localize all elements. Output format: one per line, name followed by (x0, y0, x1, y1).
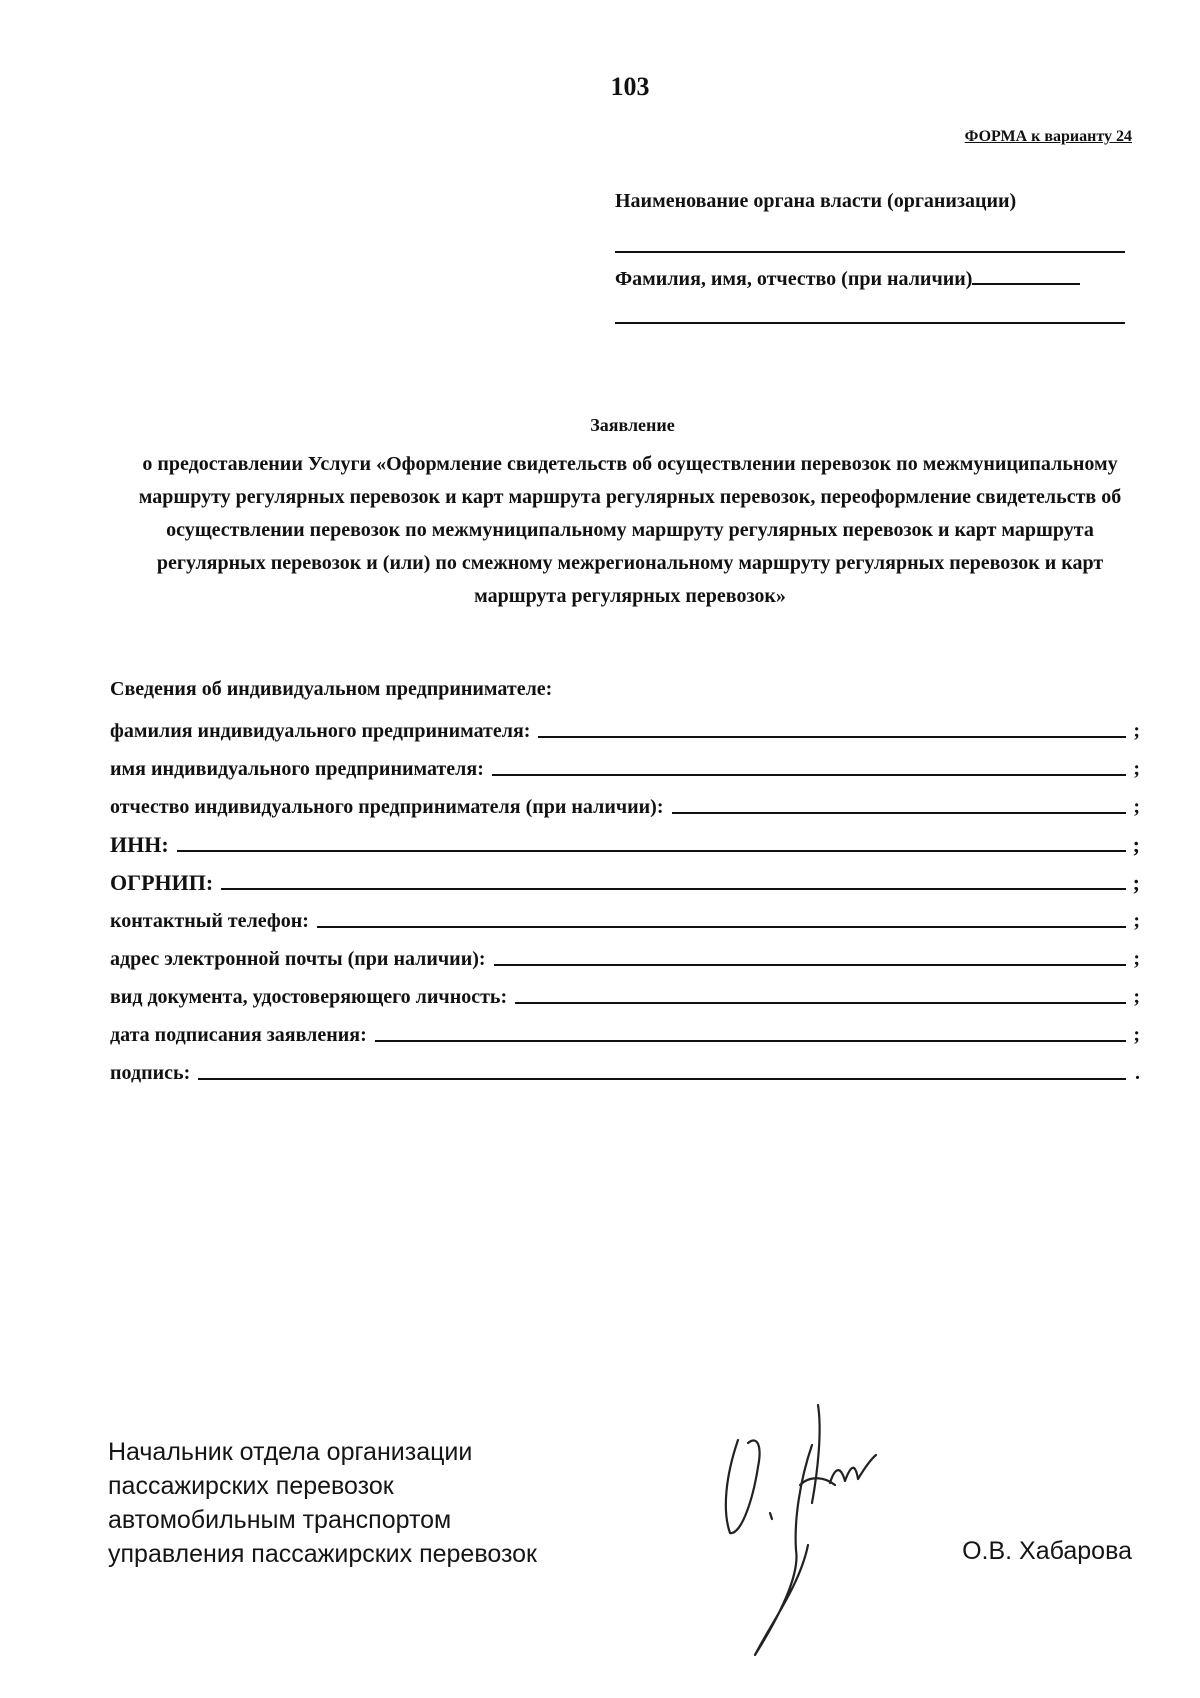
email-label: адрес электронной почты (при наличии): (110, 948, 486, 970)
inn-field[interactable] (177, 850, 1126, 852)
phone-label: контактный телефон: (110, 910, 309, 932)
first-name-field[interactable] (492, 774, 1126, 776)
first-name-row (110, 746, 1140, 784)
inn-row (110, 822, 1140, 860)
ogrnip-field[interactable] (221, 888, 1126, 890)
signing-date-field[interactable] (375, 1040, 1126, 1042)
ogrnip-label: ОГРНИП: (110, 870, 214, 895)
signing-date-row (110, 1012, 1140, 1050)
statement-title: Заявление (590, 415, 675, 435)
surname-label: фамилия индивидуального предпринимателя: (110, 720, 531, 742)
patronymic-field[interactable] (672, 812, 1127, 814)
id-document-field[interactable] (515, 1002, 1126, 1004)
signature-row (110, 1050, 1140, 1088)
surname-end: ; (1133, 720, 1140, 742)
page-number: 103 (610, 72, 650, 101)
patronymic-end: ; (1133, 796, 1140, 818)
signing-date-label: дата подписания заявления: (110, 1024, 367, 1046)
signature-field[interactable] (198, 1078, 1126, 1080)
email-field[interactable] (494, 964, 1126, 966)
email-end: ; (1133, 948, 1140, 970)
id-document-row (110, 974, 1140, 1012)
fio-field[interactable] (972, 283, 1080, 285)
email-row (110, 936, 1140, 974)
surname-field[interactable] (538, 736, 1126, 738)
fio-field-second-line[interactable] (615, 322, 1125, 324)
patronymic-row (110, 784, 1140, 822)
signatory-position-line: автомобильным транспортом (108, 1506, 452, 1534)
patronymic-label: отчество индивидуального предпринимателя (при наличии): (110, 796, 664, 818)
authority-name-label: Наименование органа власти (организации) (615, 190, 1017, 212)
signature-label: подпись: (110, 1062, 191, 1084)
surname-row (110, 708, 1140, 746)
entrepreneur-section (110, 670, 1140, 1088)
fio-label: Фамилия, имя, отчество (при наличии) (615, 268, 973, 290)
first-name-end: ; (1133, 758, 1140, 780)
form-reference: ФОРМА к варианту 24 (964, 128, 1132, 145)
authority-name-field[interactable] (615, 251, 1125, 253)
statement-subtitle: о предоставлении Услуги «Оформление свидетельств об осуществлении перевозок по межмуниципальному маршруту регулярных перевозок и карт маршрута регулярных перевозок, переоформление свидетельств об осуществлении перевозок по межмуниципальному маршруту регулярных перевозок и карт маршрута регулярных перевозок и (или) по смежному межрегиональному маршруту регулярных перевозок и карт маршрута регулярных перевозок» (138, 453, 1122, 607)
signer-name: О.В. Хабарова (962, 1537, 1132, 1565)
signatory-position-line: пассажирских перевозок (108, 1472, 394, 1500)
handwritten-signature (700, 1385, 920, 1675)
signatory-position-line: Начальник отдела организации (108, 1438, 473, 1466)
inn-end: ; (1132, 832, 1140, 857)
signatory-position-line: управления пассажирских перевозок (108, 1540, 537, 1568)
id-document-label: вид документа, удостоверяющего личность: (110, 986, 508, 1008)
signing-date-end: ; (1133, 1024, 1140, 1046)
ogrnip-row (110, 860, 1140, 898)
phone-row (110, 898, 1140, 936)
phone-field[interactable] (317, 926, 1126, 928)
signatory-position (108, 1435, 537, 1571)
signature-end: . (1135, 1062, 1140, 1084)
inn-label: ИНН: (110, 832, 169, 857)
first-name-label: имя индивидуального предпринимателя: (110, 758, 484, 780)
entrepreneur-heading: Сведения об индивидуальном предпринимателе: (110, 678, 553, 700)
id-document-end: ; (1133, 986, 1140, 1008)
phone-end: ; (1133, 910, 1140, 932)
fio-row (615, 268, 1130, 291)
ogrnip-end: ; (1132, 870, 1140, 895)
